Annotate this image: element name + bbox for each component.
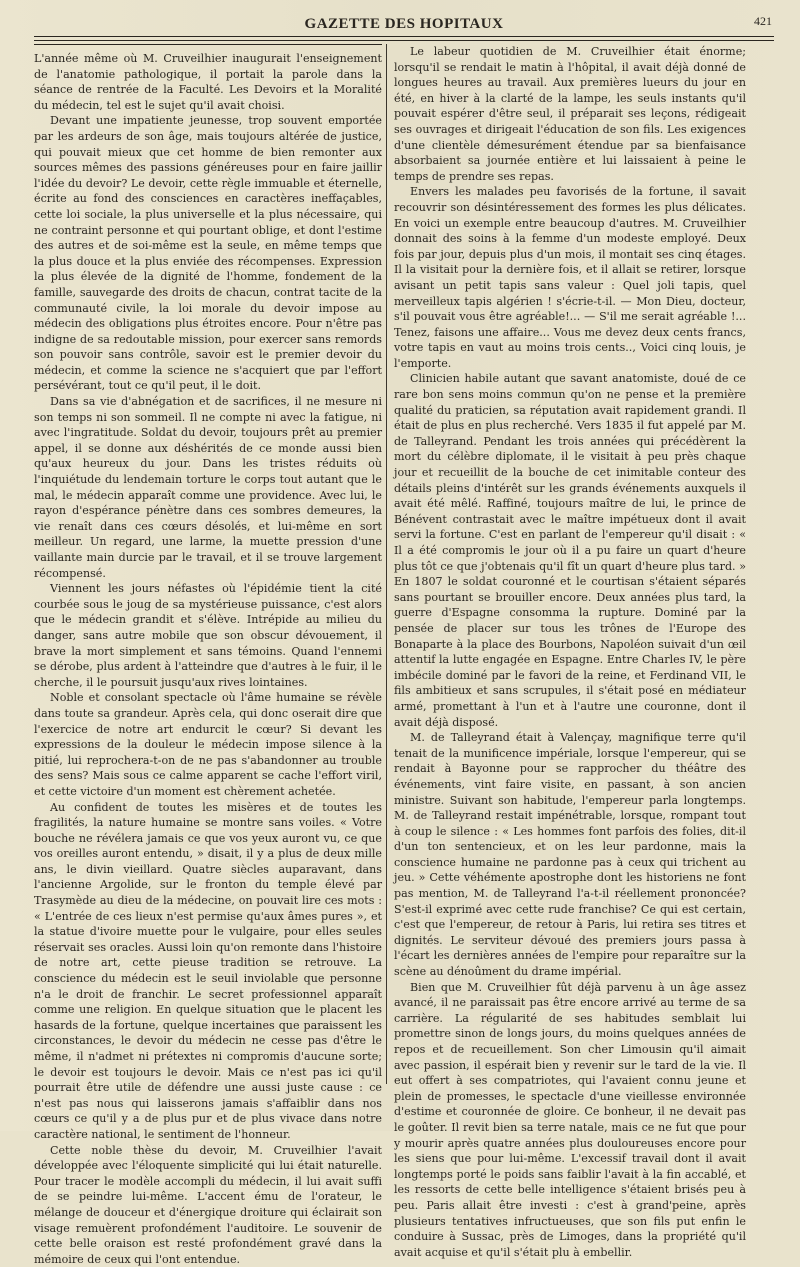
column-divider xyxy=(386,44,387,1084)
header-rule xyxy=(34,36,774,37)
page-header xyxy=(34,14,774,38)
header-rule-secondary xyxy=(34,40,774,41)
paragraph: L'année même où M. Cruveilhier inaugurait l'enseignement de l'anatomie pathologique, il portait la parole dans la séance de rentrée de la Faculté. Les Devoirs et la Moralité du médecin, tel est le sujet qu'il avait choisi. xyxy=(34,52,382,112)
paragraph: M. de Talleyrand était à Valençay, magnifique terre qu'il tenait de la munificence impériale, lorsque l'empereur, qui se rendait à Bayonne pour se rapprocher du théâtre des événements, vint faire visite, en passant, à son ancien ministre. Suivant son habitude, l'empereur parla longtemps. M. de Talleyrand restait impénétrable, lorsque, rompant tout à coup le silence : « Les hommes font parfois des folies, dit-il d'un ton sentencieux, et on les leur pardonne, mais la conscience humaine ne pardonne pas à ceux qui trichent au jeu. » Cette véhémente apostrophe dont les historiens ne font pas mention, M. de Talleyrand l'a-t-il réellement prononcée? S'est-il exprimé avec cette rude franchise? Ce qui est certain, c'est que l'empereur, de retour à Paris, lui retira ses titres et dignités. Le serviteur dévoué des premiers jours passa à l'écart les dernières années de l'empire pour reparaître sur la scène au dénoûment du drame impérial. xyxy=(394,731,746,979)
page-number: 421 xyxy=(754,14,772,28)
paragraph: Dans sa vie d'abnégation et de sacrifices, il ne mesure ni son temps ni son sommeil. Il ne compte ni avec la fatigue, ni avec l'ingratitude. Soldat du devoir, toujours prêt au premier appel, il se donne aux déshérités de ce monde aussi bien qu'aux heureux du jour. Dans les tristes réduits où l'inquiétude du lendemain torture le corps tout autant que le mal, le médecin apparaît comme une providence. Avec lui, le rayon d'espérance pénètre dans ces sombres demeures, la vie renaît dans ces cœurs désolés, et lui-même en sort meilleur. Un regard, une larme, la muette pression d'une vaillante main durcie par le travail, et il se trouve largement récompensé. xyxy=(34,395,382,580)
paragraph: Le labeur quotidien de M. Cruveilhier était énorme; lorsqu'il se rendait le matin à l'hôpital, il avait déjà donné de longues heures au travail. Aux premières lueurs du jour en été, en hiver à la clarté de la lampe, les seuls instants qu'il pouvait espérer d'être seul, il préparait ses leçons, rédigeait ses ouvrages et dirigeait l'éducation de son fils. Les exigences d'une clientèle démesurément étendue par sa bienfaisance absorbaient sa journée entière et lui laissaient à peine le temps de prendre ses repas. xyxy=(394,45,746,183)
left-column xyxy=(34,44,382,1267)
running-title: GAZETTE DES HOPITAUX xyxy=(304,16,504,32)
paragraph: Bien que M. Cruveilhier fût déjà parvenu à un âge assez avancé, il ne paraissait pas être encore arrivé au terme de sa carrière. La régularité de ses habitudes semblait lui promettre sinon de longs jours, du moins quelques années de repos et de recueillement. Son cher Limousin qu'il aimait avec passion, il espérait bien y revenir sur le tard de la vie. Il eut offert à ses compatriotes, qui l'avaient connu jeune et plein de promesses, le spectacle d'une vieillesse environnée d'estime et couronnée de gloire. Ce bonheur, il ne devait pas le goûter. Il revit bien sa terre natale, mais ce ne fut que pour y mourir après quatre années plus douloureuses encore pour les siens que pour lui-même. L'excessif travail dont il avait longtemps porté le poids sans faiblir l'avait à la fin accablé, et les ressorts de cette belle intelligence s'étaient brisés peu à peu. Paris allait être investi : c'est à grand'peine, après plusieurs tentatives infructueuses, que son fils put enfin le conduire à Sussac, près de Limoges, dans la propriété qu'il avait acquise et qu'il s'était plu à embellir. xyxy=(394,980,746,1259)
paragraph: Devant une impatiente jeunesse, trop souvent emportée par les ardeurs de son âge, mais toujours altérée de justice, qui pouvait mieux que cet homme de bien remonter aux sources mêmes des passions généreuses pour en faire jaillir l'idée du devoir? Le devoir, cette règle immuable et éternelle, écrite au fond des consciences en caractères ineffaçables, cette loi sociale, la plus universelle et la plus nécessaire, qui ne contraint personne et qui pourtant oblige, et dont l'estime des autres et de soi-même est la seule, en même temps que la plus douce et la plus enviée des récompenses. Expression la plus élevée de la dignité de l'homme, fondement de la famille, sauvegarde des droits de chacun, contrat tacite de la communauté civile, la loi morale du devoir impose au médecin des obligations plus étroites encore. Pour n'être pas indigne de sa redoutable mission, pour exercer sans remords son pouvoir sans contrôle, savoir est le premier devoir du médecin, et comme la science ne s'acquiert que par l'effort persévérant, tout ce qu'il peut, il le doit. xyxy=(34,114,382,393)
paragraph: Cette noble thèse du devoir, M. Cruveilhier l'avait développée avec l'éloquente simplicité qui lui était naturelle. Pour tracer le modèle accompli du médecin, il lui avait suffi de se peindre lui-même. L'accent ému de l'orateur, le mélange de douceur et d'énergique droiture qui éclairait son visage remuèrent profondément l'auditoire. Le souvenir de cette belle oraison est resté profondément gravé dans la mémoire de ceux qui l'ont entendue. xyxy=(34,1143,382,1266)
paragraph: Envers les malades peu favorisés de la fortune, il savait recouvrir son désintéressement des formes les plus délicates. En voici un exemple entre beaucoup d'autres. M. Cruveilhier donnait des soins à la femme d'un modeste employé. Deux fois par jour, depuis plus d'un mois, il montait ses cinq étages. Il la visitait pour la dernière fois, et il allait se retirer, lorsque avisant un petit tapis sans valeur : Quel joli tapis, quel merveilleux tapis algérien ! s'écrie-t-il. — Mon Dieu, docteur, s'il pouvait vous être agréable!... — S'il me serait agréable !... Tenez, faisons une affaire... Vous me devez deux cents francs, votre tapis en vaut au moins trois cents.., Voici cinq louis, je l'emporte. xyxy=(394,185,746,370)
paragraph: Clinicien habile autant que savant anatomiste, doué de ce rare bon sens moins commun qu'on ne pense et la première qualité du praticien, sa réputation avait rapidement grandi. Il était de plus en plus recherché. Vers 1835 il fut appelé par M. de Talleyrand. Pendant les trois années qui précédèrent la mort du célèbre diplomate, il le visitait à peu près chaque jour et recueillit de la bouche de cet inimitable conteur des détails pleins d'intérêt sur les grands événements auxquels il avait été mêlé. Raffiné, toujours maître de lui, le prince de Bénévent contrastait avec le maître impétueux dont il avait servi la fortune. C'est en parlant de l'empereur qu'il disait : « Il a été compromis le jour où il a pu faire un quart d'heure plus tôt ce que j'obtenais qu'il fît un quart d'heure plus tard. » En 1807 le soldat couronné et le courtisan s'étaient séparés sans pourtant se brouiller encore. Deux années plus tard, la guerre d'Espagne consomma la rupture. Dominé par la pensée de placer sur tous les trônes de l'Europe des Bonaparte à la place des Bourbons, Napoléon suivait d'un œil attentif la lutte engagée en Espagne. Entre Charles IV, le père imbécile dominé par le favori de la reine, et Ferdinand VII, le fils ambitieux et sans scrupules, il s'était posé en médiateur armé, promettant à l'un et à l'autre une couronne, dont il avait déjà disposé. xyxy=(394,372,746,729)
right-column xyxy=(394,44,746,1260)
paragraph: Noble et consolant spectacle où l'âme humaine se révèle dans toute sa grandeur. Après cela, qui donc oserait dire que l'exercice de notre art endurcit le cœur? Si devant les expressions de la douleur le médecin impose silence à la pitié, lui reprochera-t-on de ne pas s'abandonner au trouble des sens? Mais sous ce calme apparent se cache l'effort viril, et cette victoire d'un moment est chèrement achetée. xyxy=(34,691,382,798)
paragraph: Au confident de toutes les misères et de toutes les fragilités, la nature humaine se montre sans voiles. « Votre bouche ne révélera jamais ce que vos yeux auront vu, ce que vos oreilles auront entendu, » disait, il y a plus de deux mille ans, le divin vieillard. Quatre siècles auparavant, dans l'ancienne Argolide, sur le fronton du temple élevé par Trasymède au dieu de la médecine, on pouvait lire ces mots : « L'entrée de ces lieux n'est permise qu'aux âmes pures », et la statue d'ivoire muette pour le vulgaire, pour elles seules réservait ses oracles. Aussi loin qu'on remonte dans l'histoire de notre art, cette pieuse tradition se retrouve. La conscience du médecin est le seuil inviolable que personne n'a le droit de franchir. Le secret professionnel apparaît comme une religion. En quelque situation que le placent les hasards de la fortune, quelque incertaines que paraissent les circonstances, le devoir du médecin ne cesse pas d'être le même, il n'admet ni prétextes ni compromis d'aucune sorte; le devoir est toujours le devoir. Mais ce n'est pas ici qu'il pourrait être utile de défendre une aussi juste cause : ce n'est pas nous qui laisserons jamais s'affaiblir dans nos cœurs ce qu'il y a de plus pur et de plus vivace dans notre caractère national, le sentiment de l'honneur. xyxy=(34,800,382,1141)
paragraph: Viennent les jours néfastes où l'épidémie tient la cité courbée sous le joug de sa mystérieuse puissance, c'est alors que le médecin grandit et s'élève. Intrépide au milieu du danger, sans autre mobile que son obscur dévouement, il brave la mort simplement et sans témoins. Quand l'ennemi se dérobe, plus ardent à l'atteindre que d'autres à le fuir, il le cherche, il le poursuit jusqu'aux rives lointaines. xyxy=(34,582,382,689)
